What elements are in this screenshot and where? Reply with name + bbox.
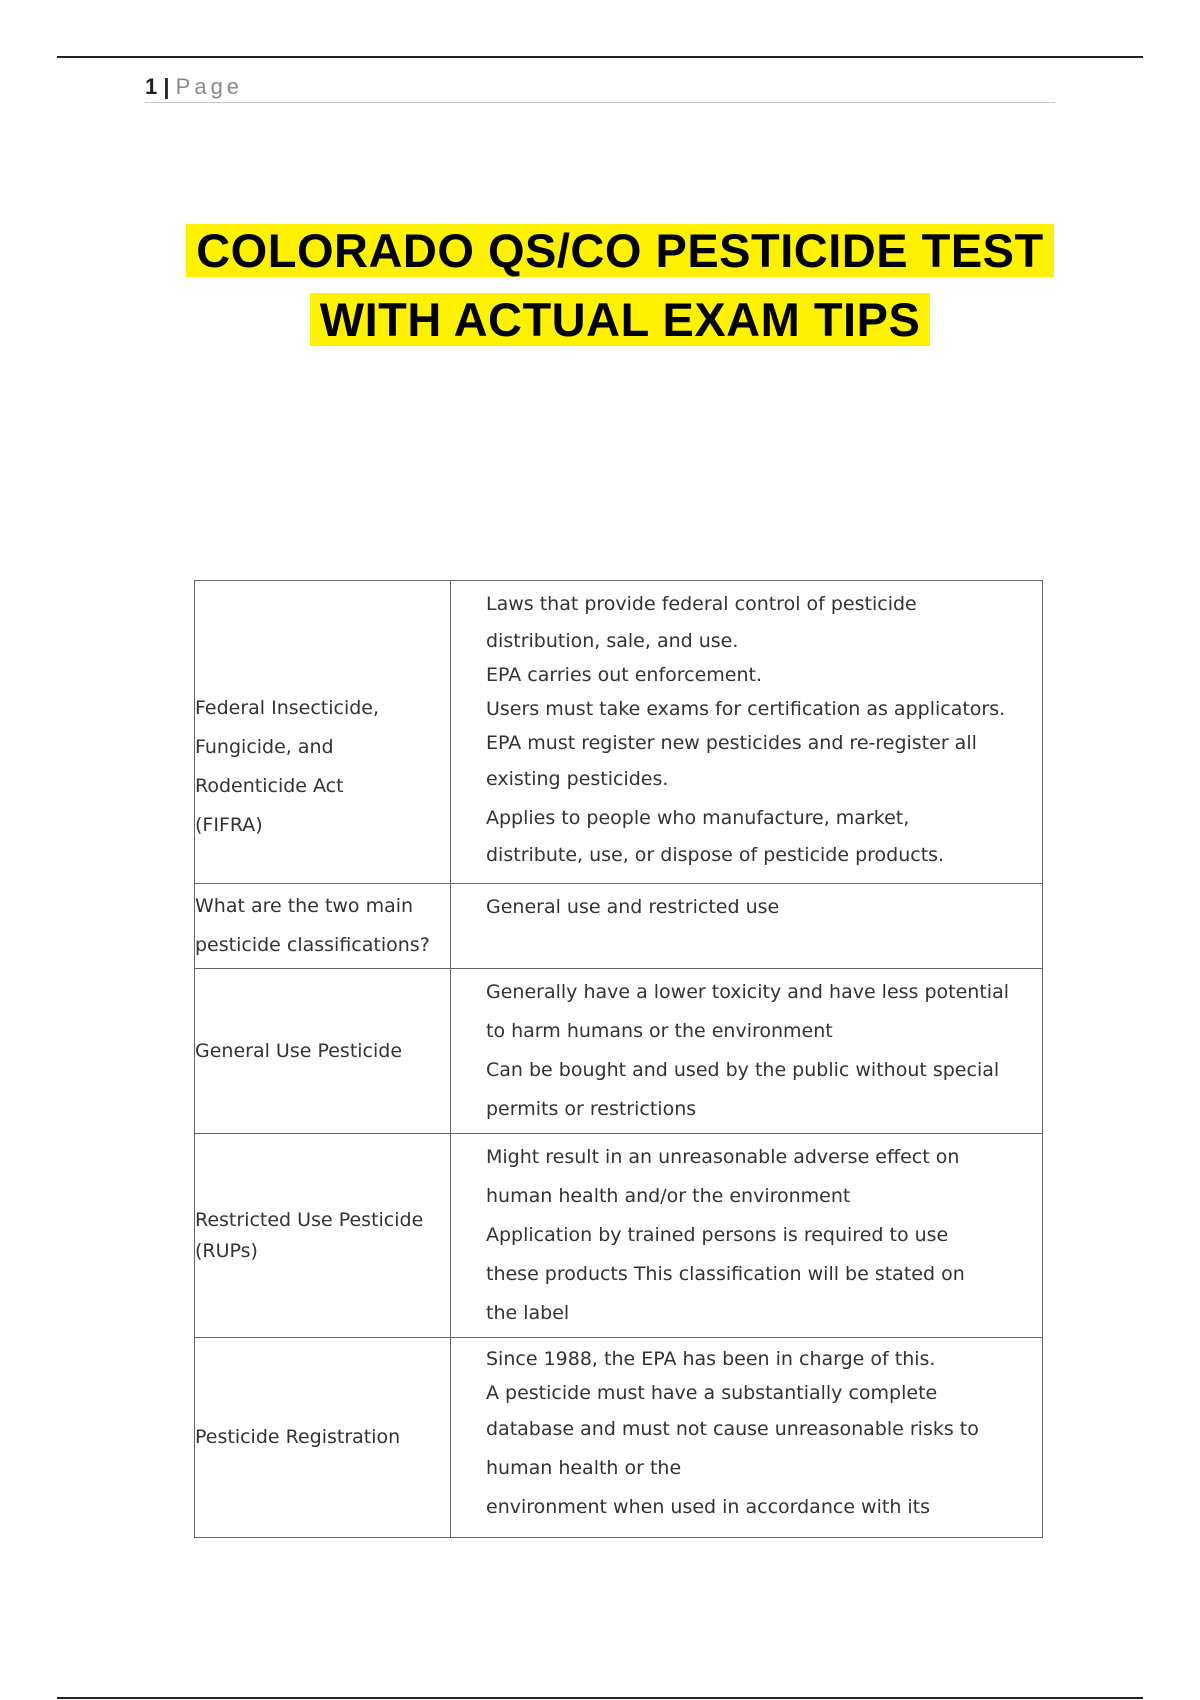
table-row (195, 969, 1043, 1134)
definition-line: human health and/or the environment (486, 1185, 851, 1207)
page-number: 1 (145, 74, 158, 99)
definition-line: distribute, use, or dispose of pesticide products. (486, 844, 945, 866)
table-row (195, 884, 1043, 969)
table-row (195, 1338, 1043, 1538)
definition-line: Might result in an unreasonable adverse effect on (486, 1146, 960, 1168)
definition-line: existing pesticides. (486, 768, 669, 790)
definition-line: these products This classification will be stated on (486, 1263, 965, 1285)
document-title (0, 218, 1200, 356)
definition-line: A pesticide must have a substantially complete (486, 1382, 938, 1404)
definition-line: Laws that provide federal control of pesticide (486, 593, 917, 615)
term-cell (195, 1338, 451, 1538)
page-label: Page (175, 74, 244, 99)
definition-cell (451, 969, 1043, 1134)
definition-line: Can be bought and used by the public without special (486, 1059, 1000, 1081)
definition-line: environment when used in accordance with its (486, 1496, 931, 1518)
term-cell (195, 969, 451, 1134)
term-line: pesticide classifications? (195, 934, 430, 956)
definition-line: human health or the (486, 1457, 682, 1479)
term-line: General Use Pesticide (195, 1039, 403, 1062)
term-line: (RUPs) (195, 1239, 258, 1262)
term-line: Pesticide Registration (195, 1426, 401, 1448)
definition-cell (451, 1338, 1043, 1538)
definition-cell (451, 1134, 1043, 1338)
top-rule (57, 56, 1143, 58)
title-line-2-text: WITH ACTUAL EXAM TIPS (310, 293, 931, 346)
definition-line: database and must not cause unreasonable risks to (486, 1418, 979, 1440)
term-line: (FIFRA) (195, 814, 263, 836)
term-cell (195, 1134, 451, 1338)
definition-line: EPA must register new pesticides and re-register all (486, 732, 977, 754)
bottom-rule (57, 1697, 1143, 1699)
term-line: Federal Insecticide, (195, 697, 380, 719)
term-line: What are the two main (195, 895, 414, 917)
qa-table (194, 580, 1043, 1538)
definition-line: the label (486, 1302, 570, 1324)
title-line-1 (0, 218, 1200, 284)
page-header (145, 74, 1055, 103)
definition-cell (451, 884, 1043, 969)
definition-line: Generally have a lower toxicity and have less potential (486, 981, 1010, 1003)
definition-line: Since 1988, the EPA has been in charge of this. (486, 1348, 936, 1370)
title-line-2 (0, 287, 1200, 353)
definition-line: Application by trained persons is required to use (486, 1224, 949, 1246)
definition-line: permits or restrictions (486, 1098, 697, 1120)
definition-line: EPA carries out enforcement. (486, 664, 763, 686)
definition-cell (451, 581, 1043, 884)
definition-line: General use and restricted use (486, 896, 780, 918)
table-row (195, 1134, 1043, 1338)
title-line-1-text: COLORADO QS/CO PESTICIDE TEST (186, 224, 1054, 277)
definition-line: to harm humans or the environment (486, 1020, 833, 1042)
term-line: Fungicide, and (195, 736, 334, 758)
term-cell (195, 581, 451, 884)
table-row (195, 581, 1043, 884)
page-separator: | (163, 74, 170, 99)
term-line: Restricted Use Pesticide (195, 1208, 424, 1231)
term-line: Rodenticide Act (195, 775, 344, 797)
definition-line: Users must take exams for certification as applicators. (486, 698, 1006, 720)
definition-line: distribution, sale, and use. (486, 630, 739, 652)
definition-line: Applies to people who manufacture, market, (486, 807, 910, 829)
term-cell (195, 884, 451, 969)
